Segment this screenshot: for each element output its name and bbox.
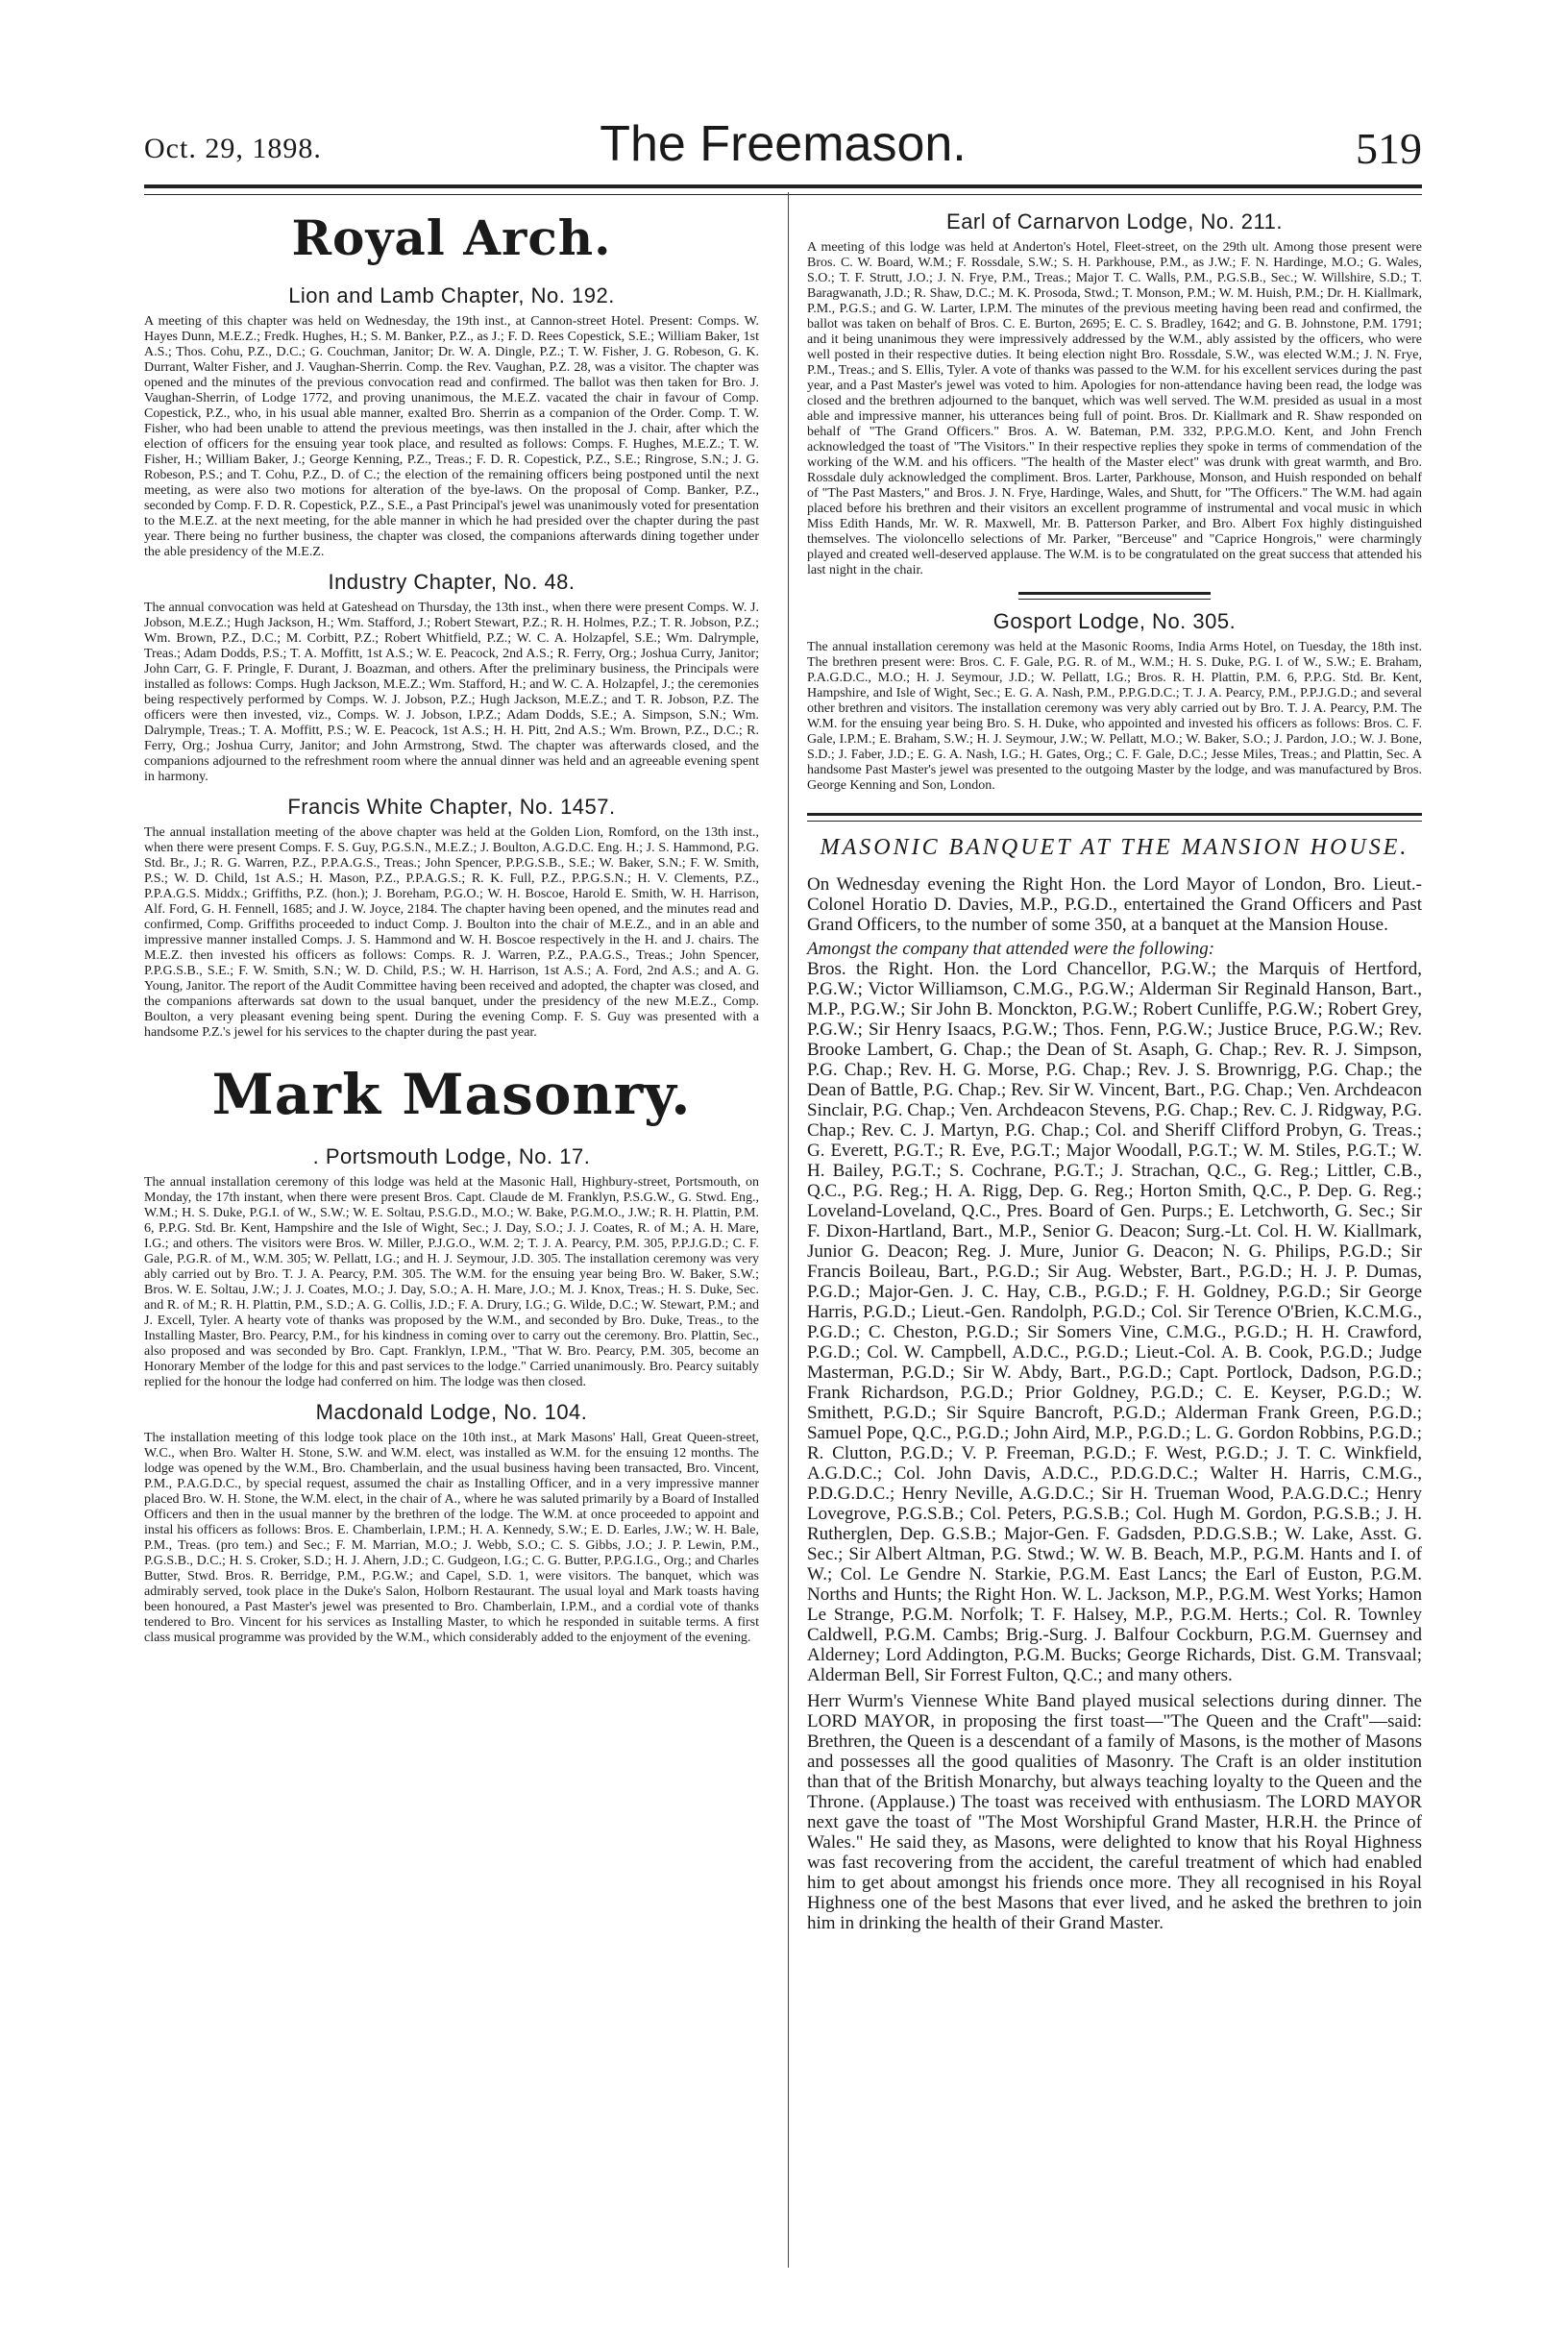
right-column — [807, 200, 1422, 1933]
column-divider — [788, 192, 789, 2268]
article-body: The annual installation ceremony was held at the Masonic Rooms, India Arms Hotel, on Tuesday, the 18th inst. The brethren present were: Bros. C. F. Gale, P.G. R. of M., W.M.; H. S. Duke, P.G. I. of W., S.W.; E. Braham, P.A.G.D.C., M.O.; H. J. Seymour, J.D.; W. Pellatt, I.G.; Bros. R. H. Plattin, P.M. 6, P.P.G. Std. Br. Kent, Hampshire, and Isle of Wight, Sec.; E. G. A. Nash, P.M., P.P.G.D.C.; T. J. A. Pearcy, P.M., P.P.J.G.D.; and several other brethren and visitors. The installation ceremony was very ably carried out by Bro. T. J. A. Pearcy, P.M. The W.M. for the ensuing year being Bro. S. H. Duke, who appointed and invested his officers as follows: Bros. C. F. Gale, I.P.M.; E. Braham, S.W.; H. J. Seymour, J.W.; W. Pellatt, M.O.; W. Baker, S.O.; J. Pardon, J.O.; W. J. Bone, S.D.; J. Faber, J.D.; E. G. A. Nash, I.G.; H. Gates, Org.; C. F. Gale, D.C.; Jesse Miles, Treas.; and Plattin, Sec. A handsome Past Master's jewel was presented to the outgoing Master by the lodge, and was manufactured by Bros. George Kenning and Son, London. — [807, 640, 1422, 793]
left-column — [144, 200, 759, 1646]
page-header — [144, 115, 1422, 183]
banquet-heading: MASONIC BANQUET AT THE MANSION HOUSE. — [820, 835, 1409, 860]
article-body: The annual installation ceremony of this lodge was held at the Masonic Hall, Highbury-street, Portsmouth, on Monday, the 17th instant, when there were present Bros. Capt. Claude de M. Franklyn, P.S.G.W., G. Stwd. Eng., W.M.; H. S. Duke, P.G.I. of W., S.W.; W. E. Soltau, P.S.G.D., M.O.; W. Bake, P.G.M.O., J.W.; R. H. Plattin, P.M. 6, P.P.G. Std. Br. Kent, Hampshire and the Isle of Wight, Sec.; J. Day, S.O.; J. J. Coates, R. of M.; A. H. Mare, I.G.; and others. The visitors were Bros. W. Miller, P.J.G.O., W.M. 2; T. J. A. Pearcy, P.M. 305, P.P.J.G.D.; C. F. Gale, P.G.R. of M., W.M. 305; W. Pellatt, I.G.; and H. J. Seymour, J.D. 305. The installation ceremony was very ably carried out by Bro. T. J. A. Pearcy, P.M. 305. The W.M. for the ensuing year being Bro. W. Baker, S.W.; Bros. W. E. Soltau, J.W.; J. J. Coates, M.O.; J. Day, S.O.; A. H. Mare, J.O.; M. J. Knox, Treas.; H. S. Duke, Sec. and R. of M.; R. H. Plattin, P.M., S.D.; A. G. Collis, J.D.; F. A. Drury, I.G.; G. Wilde, D.C.; W. Stewart, P.M.; and J. Excell, Tyler. A hearty vote of thanks was proposed by the W.M., and seconded by Bro. Duke, Treas., to the Installing Master, Bro. Pearcy, P.M., for his kindness in coming over to carry out the ceremony. Bro. Plattin, Sec., also proposed and was seconded by Bro. Capt. Franklyn, I.P.M., "That W. Bro. Pearcy, P.M. 305, become an Honorary Member of the lodge for this and past services to the lodge." Carried unanimously. Bro. Pearcy suitably replied for the honour the lodge had conferred on him. The lodge was then closed. — [144, 1175, 759, 1389]
banquet-toasts: Herr Wurm's Viennese White Band played musical selections during dinner. The LORD MAYOR, in proposing the first toast—"The Queen and the Craft"—said: Brethren, the Queen is a descendant of a family of Masons, is the mother of Masons and possesses all the good qualities of Masonry. The Craft is an older institution than that of the British Monarchy, but always teaching loyalty to the Queen and the Throne. (Applause.) The toast was received with enthusiasm. The LORD MAYOR next gave the toast of "The Most Worshipful Grand Master, H.R.H. the Prince of Wales." He said they, as Masons, were delighted to know that his Royal Highness was fast recovering from the accident, the careful treatment of which had enabled him to get about amongst his friends once more. They all recognised in his Royal Highness one of the best Masons that ever lived, and he asked the brethren to join him in drinking the health of their Grand Master. — [807, 1691, 1422, 1933]
article-body: A meeting of this chapter was held on Wednesday, the 19th inst., at Cannon-street Hotel. Present: Comps. W. Hayes Dunn, M.E.Z.; Fredk. Hughes, H.; S. M. Banker, P.Z., as J.; F. D. Rees Copestick, S.E.; William Baker, 1st A.S.; Thos. Cohu, P.Z., D.C.; G. Couchman, Janitor; Dr. W. A. Dingle, P.Z.; T. W. Fisher, J. G. Robeson, G. K. Durrant, Walter Fisher, and J. Vaughan-Sherrin. Comp. the Rev. Vaughan, P.Z. 28, was a visitor. The chapter was opened and the minutes of the previous convocation read and confirmed. The ballot was then taken for Bro. J. Vaughan-Sherrin, of Lodge 1772, and proving unanimous, the M.E.Z. vacated the chair in favour of Comp. Copestick, P.Z., who, in his usual able manner, exalted Bro. Sherrin as a companion of the Order. Comp. T. W. Fisher, who had been unable to attend the previous meetings, was then installed in the J. chair, after which the election of officers for the ensuing year took place, and resulted as follows: Comps. F. Hughes, M.E.Z.; T. W. Fisher, H.; William Baker, J.; George Kenning, P.Z., Treas.; F. D. R. Copestick, P.Z., S.E.; Ringrose, S.N.; J. G. Robeson, P.S.; and T. Cohu, P.Z., D. of C.; the election of the remaining officers being postponed until the next meeting, as were also two motions for alteration of the bye-laws. On the proposal of Comp. Banker, P.Z., seconded by Comp. F. D. R. Copestick, P.Z., S.E., a Past Principal's jewel was unanimously voted for presentation to the M.E.Z. at the next meeting, for the able manner in which he had presided over the chapter during the past year. There being no further business, the chapter was closed, the companions afterwards dining together under the able presidency of the M.E.Z. — [144, 314, 759, 559]
page-number: 519 — [1356, 124, 1422, 173]
issue-date: Oct. 29, 1898. — [144, 133, 322, 164]
article-body: A meeting of this lodge was held at Anderton's Hotel, Fleet-street, on the 29th ult. Among those present were Bros. C. W. Board, W.M.; F. Rossdale, S.W.; S. H. Parkhouse, P.M., as J.W.; F. N. Hardinge, M.O.; G. Wales, S.O.; T. F. Strutt, J.O.; J. N. Frye, P.M., Treas.; Major T. C. Walls, P.M., P.G.S.B., Sec.; W. Willshire, S.D.; T. Baragwanath, J.D.; R. Shaw, D.C.; M. K. Prosoda, Stwd.; T. Monson, P.M.; W. M. Huish, P.M.; Dr. H. Kiallmark, P.M., P.G.S.; and G. W. Larter, I.P.M. The minutes of the previous meeting having been read and confirmed, the ballot was taken on behalf of Bros. C. E. Burton, 2695; E. C. S. Bradley, 1642; and G. B. Johnstone, P.M. 1791; and it being unanimous they were impressively addressed by the W.M., ably assisted by the officers, who were well posted in their respective duties. It being election night Bro. Rossdale, S.W., was elected W.M.; J. N. Frye, P.M., Treas.; and S. Ellis, Tyler. A vote of thanks was passed to the W.M. for his excellent services during the past year, and a Past Master's jewel was voted to him. Apologies for non-attendance having been read, the lodge was closed and the brethren adjourned to the banquet, which was well served. The W.M. presided as usual in a most able and impressive manner, his utterances being full of point. Bros. Dr. Kiallmark and R. Shaw responded on behalf of "The Grand Officers." Bros. A. W. Bateman, P.M. 332, P.P.G.M.O. Kent, and John French acknowledged the toast of "The Visitors." In their respective replies they spoke in terms of commendation of the working of the W.M. and his officers. "The health of the Master elect" was drunk with great warmth, and Bro. Rossdale duly acknowledged the compliment. Bros. Larter, Parkhouse, Monson, and Huish responded on behalf of "The Past Masters," and Bros. J. N. Frye, Hardinge, Wales, and Shutt, for "The Officers." The W.M. had again placed before his brethren and their visitors an excellent programme of instrumental and vocal music in which Miss Edith Hands, Mr. W. R. Maxwell, Mr. B. Patterson Parker, and Bro. Albert Fox highly distinguished themselves. The violoncello selections of Mr. Parker, "Berceuse" and "Caprice Hongrois," were charmingly played and created well-deserved applause. The W.M. is to be congratulated on the great success that attended his last night in the chair. — [807, 240, 1422, 577]
section-rule — [807, 813, 1422, 822]
article-title: Earl of Carnarvon Lodge, No. 211. — [946, 209, 1283, 233]
article-body: The installation meeting of this lodge took place on the 10th inst., at Mark Masons' Hall, Great Queen-street, W.C., when Bro. Walter H. Stone, S.W. and W.M. elect, was installed as W.M. for the ensuing 12 months. The lodge was opened by the W.M., Bro. Chamberlain, and the usual business having been transacted, Bro. Vincent, P.M., P.A.G.D.C., by special request, assumed the chair as Installing Officer, and in a very impressive manner placed Bro. W. H. Stone, the W.M. elect, in the chair of A., where he was saluted primarily by a Board of Installed Officers and then in the usual manner by the brethren of the lodge. The W.M. at once proceeded to appoint and instal his officers as follows: Bros. E. Chamberlain, I.P.M.; H. A. Kennedy, S.W.; E. D. Earles, J.W.; W. H. Bale, P.M., Treas. (pro tem.) and Sec.; F. M. Marrian, M.O.; J. Webb, S.O.; C. S. Gibbs, J.O.; J. P. Lewin, P.M., P.G.S.B., D.C.; H. S. Croker, S.D.; H. J. Ahern, J.D.; C. Gudgeon, I.G.; C. G. Butter, P.P.G.I.G., Org.; and Charles Butter, Stwd. Bros. R. Berridge, P.M., P.G.W.; and Capel, S.D. 1, were visitors. The banquet, which was admirably served, took place in the Duke's Salon, Holborn Restaurant. The usual loyal and Mark toasts having been honoured, a Past Master's jewel was presented to Bro. Chamberlain, I.P.M., and a cordial vote of thanks tendered to Bro. Vincent for his services as Installing Master, to which he responded in suitable terms. A first class musical programme was provided by the W.M., which considerably added to the enjoyment of the evening. — [144, 1431, 759, 1645]
article-title: . Portsmouth Lodge, No. 17. — [312, 1144, 591, 1168]
article-title: Lion and Lamb Chapter, No. 192. — [288, 283, 615, 307]
company-list: Bros. the Right. Hon. the Lord Chancellor, P.G.W.; the Marquis of Hertford, P.G.W.; Victor Williamson, C.M.G., P.G.W.; Alderman Sir Reginald Hanson, Bart., M.P., P.G.W.; Sir John B. Monckton, P.G.W.; Robert Cunliffe, P.G.W.; Robert Grey, P.G.W.; Sir Henry Isaacs, P.G.W.; Thos. Fenn, P.G.W.; Justice Bruce, P.G.W.; Rev. Brooke Lambert, G. Chap.; the Dean of St. Asaph, G. Chap.; Rev. R. J. Simpson, P.G. Chap.; Rev. H. G. Morse, P.G. Chap.; Rev. J. S. Brownrigg, P.G. Chap.; the Dean of Battle, P.G. Chap.; Rev. Sir W. Vincent, Bart., P.G. Chap.; Ven. Archdeacon Sinclair, P.G. Chap.; Ven. Archdeacon Stevens, P.G. Chap.; Rev. C. J. Ridgway, P.G. Chap.; Rev. C. J. Martyn, P.G. Chap.; Col. and Sheriff Clifford Probyn, G. Treas.; G. Everett, P.G.T.; R. Eve, P.G.T.; Major Woodall, P.G.T.; W. M. Stiles, P.G.T.; W. H. Bailey, P.G.T.; S. Cochrane, P.G.T.; J. Strachan, Q.C., G. Reg.; Littler, C.B., Q.C., P.G. Reg.; H. A. Rigg, Dep. G. Reg.; Horton Smith, Q.C., P. Dep. G. Reg.; Loveland-Loveland, Q.C., Pres. Board of Gen. Purps.; E. Letchworth, G. Sec.; Sir F. Dixon-Hartland, Bart., M.P., Senior G. Deacon; Surg.-Lt. Col. H. W. Kiallmark, Junior G. Deacon; Reg. J. Mure, Junior G. Deacon; N. G. Philips, P.G.D.; Sir Francis Boileau, Bart., P.G.D.; Sir Aug. Webster, Bart., P.G.D.; H. J. P. Dumas, P.G.D.; Major-Gen. J. C. Hay, C.B., P.G.D.; F. H. Goldney, P.G.D.; Sir George Harris, P.G.D.; Lieut.-Gen. Randolph, P.G.D.; Col. Sir Terence O'Brien, K.C.M.G., P.G.D.; C. Cheston, P.G.D.; Sir Somers Vine, C.M.G., P.G.D.; H. H. Crawford, P.G.D.; Col. W. Campbell, A.D.C., P.G.D.; Lieut.-Col. A. B. Cook, P.G.D.; Judge Masterman, P.G.D.; Sir W. Abdy, Bart., P.G.D.; Capt. Portlock, Dadson, P.G.D.; Frank Richardson, P.G.D.; Prior Goldney, P.G.D.; C. E. Keyser, P.G.D.; W. Smithett, P.G.D.; Sir Squire Bancroft, P.G.D.; Alderman Frank Green, P.G.D.; Samuel Pope, Q.C., P.G.D.; John Aird, M.P., P.G.D.; L. G. Gordon Robbins, P.G.D.; R. Clutton, P.G.D.; V. P. Freeman, P.G.D.; F. West, P.G.D.; J. T. C. Winkfield, A.G.D.C.; Col. John Davis, A.D.C., P.D.G.D.C.; Walter H. Harris, C.M.G., P.D.G.D.C.; Henry Neville, A.G.D.C.; Sir H. Trueman Wood, P.A.G.D.C.; Henry Lovegrove, P.G.S.B.; Col. Peters, P.G.S.B.; Col. Hugh M. Gordon, P.G.S.B.; J. H. Rutherglen, Dep. G.S.B.; Major-Gen. F. Gadsden, P.D.G.S.B.; W. Lake, Asst. G. Sec.; Sir Albert Altman, P.G. Stwd.; W. W. B. Beach, M.P., P.G.M. Hants and I. of W.; Col. Le Gendre N. Starkie, P.G.M. East Lancs; the Earl of Euston, P.G.M. Norths and Hunts; the Right Hon. W. L. Jackson, M.P., P.G.M. West Yorks; Hamon Le Strange, P.G.M. Norfolk; T. F. Halsey, M.P., P.G.M. Herts.; Col. R. Townley Caldwell, P.G.M. Cambs; Brig.-Surg. J. Balfour Cockburn, P.G.M. Guernsey and Alderney; Lord Addington, P.G.M. Bucks; George Richards, Dist. G.M. Transvaal; Alderman Bell, Sir Forrest Fulton, Q.C.; and many others. — [807, 959, 1422, 1685]
article-body: The annual installation meeting of the above chapter was held at the Golden Lion, Romford, on the 13th inst., when there were present Comps. F. S. Guy, P.G.S.N., M.E.Z.; J. Boulton, A.G.D.C. Eng. H.; J. S. Hammond, P.G. Std. Br., J.; R. G. Warren, P.Z., P.P.A.G.S., Treas.; John Spencer, P.P.G.S.B., S.E.; W. Baker, S.N.; F. W. Smith, P.S.; W. D. Child, 1st A.S.; H. Mason, P.Z., P.P.A.G.S.; R. K. Full, P.Z., P.P.G.S.N.; H. V. Clements, P.Z., P.P.A.G.S. Middx.; Griffiths, P.Z. (hon.); J. Boreham, P.G.O.; W. H. Boscoe, Harold E. Smith, W. H. Harrison, Alf. Ford, G. H. Fennell, 1685; and J. W. Joyce, 2184. The chapter having been opened, and the minutes read and confirmed, Comp. Griffiths proceeded to induct Comp. J. Boulton into the chair of M.E.Z., and in an able and impressive manner installed Comps. J. S. Hammond and W. H. Boscoe respectively in the H. and J. chairs. The M.E.Z. then invested his officers as follows: Comps. R. J. Warren, P.Z., P.A.G.S., Treas.; John Spencer, P.P.G.S.B., S.E.; F. W. Smith, S.N.; W. D. Child, P.S.; W. H. Harrison, 1st A.S.; A. Ford, 2nd A.S.; and A. G. Young, Janitor. The report of the Audit Committee having been received and adopted, the chapter was closed, and the companions afterwards sat down to the usual banquet, under the presidency of the new M.E.Z., Comp. Boulton, a very pleasant evening being spent. During the evening Comp. F. S. Guy was presented with a handsome P.Z.'s jewel for his services to the chapter during the past year. — [144, 825, 759, 1040]
masthead-title: The Freemason. — [600, 116, 967, 172]
section-heading-royal-arch: Royal Arch. — [291, 209, 612, 266]
header-rule — [144, 184, 1422, 195]
company-heading: Amongst the company that attended were the following: — [807, 939, 1215, 959]
section-rule — [1018, 592, 1211, 600]
article-title: Gosport Lodge, No. 305. — [992, 609, 1237, 633]
article-title: Macdonald Lodge, No. 104. — [315, 1400, 588, 1424]
article-title: Industry Chapter, No. 48. — [328, 570, 576, 594]
article-title: Francis White Chapter, No. 1457. — [287, 795, 616, 819]
section-heading-mark-masonry: Mark Masonry. — [211, 1062, 692, 1127]
banquet-intro: On Wednesday evening the Right Hon. the Lord Mayor of London, Bro. Lieut.-Colonel Horatio D. Davies, M.P., P.G.D., entertained the Grand Officers and Past Grand Officers, to the number of some 350, at a banquet at the Mansion House. — [807, 874, 1422, 935]
article-body: The annual convocation was held at Gateshead on Thursday, the 13th inst., when there were present Comps. W. J. Jobson, M.E.Z.; Hugh Jackson, H.; Wm. Stafford, J.; Robert Stewart, P.Z.; R. H. Holmes, P.Z.; T. R. Jobson, P.Z.; Wm. Brown, P.Z., D.C.; M. Corbitt, P.Z.; Robert Whitfield, P.Z.; W. C. A. Holzapfel, S.E.; Wm. Dalrymple, Treas.; Adam Dodds, P.S.; T. A. Moffitt, 1st A.S.; W. E. Peacock, 2nd A.S.; R. Ferry, Org.; Joshua Curry, Janitor; John Carr, G. F. Pringle, F. Durant, J. Boazman, and others. After the preliminary business, the Principals were installed as follows: Comps. Hugh Jackson, M.E.Z.; Wm. Stafford, H.; and W. C. A. Holzapfel, J.; the ceremonies being respectively performed by Comps. W. J. Jobson, P.Z.; Hugh Jackson, M.E.Z.; and T. R. Jobson, P.Z. The officers were then invested, viz., Comps. W. J. Jobson, I.P.Z.; Adam Dodds, S.E.; A. Simpson, S.N.; Wm. Dalrymple, Treas.; T. A. Moffitt, P.S.; W. E. Peacock, 1st A.S.; H. H. Pitt, 2nd A.S.; Wm. Brown, P.Z., D.C.; R. Ferry, Org.; Joshua Curry, Janitor; and John Armstrong, Stwd. The chapter was afterwards closed, and the companions adjourned to the refreshment room where the annual dinner was held and an agreeable evening spent in harmony. — [144, 601, 759, 784]
